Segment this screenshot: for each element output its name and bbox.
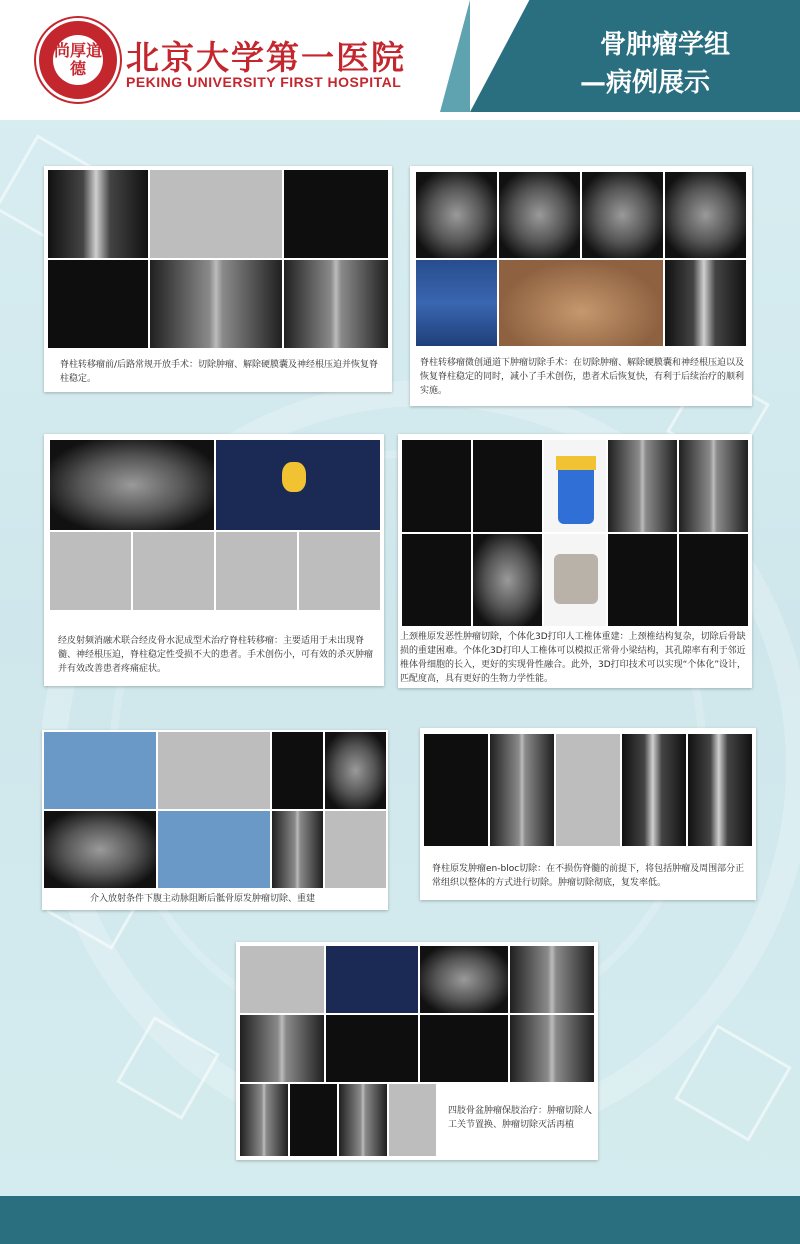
ct-image [679, 534, 748, 626]
case-2-caption: 脊柱转移瘤微创通道下肿瘤切除手术：在切除肿瘤、解除硬膜囊和神经根压迫以及恢复脊柱稳定的同时，减小了手术创伤，患者术后恢复快，有利于后续治疗的顺利实施。 [420, 358, 745, 396]
postop-xray-image [665, 260, 746, 346]
postop-xray-image [325, 811, 386, 888]
ct-image [50, 440, 214, 530]
angiography-image [44, 732, 156, 809]
postop-xray-image [272, 811, 323, 888]
pet-ct-image [216, 440, 380, 530]
xray-image [510, 946, 594, 1013]
fluoroscopy-image [216, 532, 297, 610]
incision-photo [499, 260, 663, 346]
case-panel-6 [420, 728, 756, 900]
fluoroscopy-image [499, 172, 580, 258]
implant-photo [554, 554, 598, 604]
ct-image [556, 734, 620, 846]
ct-image [44, 811, 156, 888]
xray-image [240, 1084, 288, 1156]
hospital-logo [36, 18, 120, 102]
mri-image [326, 1015, 418, 1082]
mri-image [402, 534, 471, 626]
xray-image [240, 1015, 324, 1082]
mri-image [420, 1015, 508, 1082]
postop-xray-image [510, 1015, 594, 1082]
fluoroscopy-image [416, 172, 497, 258]
postop-xray-image [622, 734, 686, 846]
fluoroscopy-image [133, 532, 214, 610]
fluoroscopy-image [299, 532, 380, 610]
xray-image [48, 170, 148, 258]
mri-image [473, 534, 542, 626]
postop-xray-image [339, 1084, 387, 1156]
case-4-caption: 上颈椎原发恶性肿瘤切除，个体化3D打印人工椎体重建：上颈椎结构复杂，切除后骨缺损的重建困难。个体化3D打印人工椎体可以模拟正常骨小梁结构，其孔隙率有利于邻近椎体骨细胞的长入，更好的实现骨性融合。此外，3D打印技术可以实现“个体化”设计，匹配度高，具有更好的生物力学性能。 [400, 632, 746, 684]
case-4-images [402, 440, 748, 626]
surgery-photo [416, 260, 497, 346]
footer-band [0, 1196, 800, 1244]
hospital-name-cn: 北京大学第一医院 [126, 38, 406, 77]
case-panel-4 [398, 434, 752, 688]
case-5-images [44, 732, 386, 888]
page-title: 骨肿瘤学组 [600, 30, 731, 60]
case-panel-5 [42, 730, 388, 910]
case-7-caption: 四肢骨盆肿瘤保肢治疗：肿瘤切除人工关节置换、肿瘤切除灭活再植 [448, 1106, 593, 1130]
xray-image [240, 946, 324, 1013]
case-6-caption: 脊柱原发肿瘤en-bloc切除：在不损伤脊髓的前提下，将包括肿瘤及周围部分正常组织以整体的方式进行切除。肿瘤切除彻底，复发率低。 [432, 864, 745, 888]
postop-xray-image [389, 1084, 437, 1156]
postop-xray-image [688, 734, 752, 846]
ct-image [402, 440, 471, 532]
angiography-image [158, 732, 270, 809]
case-1-caption: 脊柱转移瘤前/后路常规开放手术：切除肿瘤、解除硬膜囊及神经根压迫并恢复脊柱稳定。 [60, 360, 379, 384]
fluoroscopy-image [665, 172, 746, 258]
3d-printed-implant-photo [544, 534, 606, 626]
postop-xray-image [608, 440, 677, 532]
xray-image [490, 734, 554, 846]
case-3-caption: 经皮射频消融术联合经皮骨水泥成型术治疗脊柱转移瘤：主要适用于未出现脊髓、神经根压迫，脊柱稳定性受损不大的患者。手术创伤小，可有效的杀灭肿瘤并有效改善患者疼痛症状。 [58, 636, 374, 674]
tumor-highlight [282, 462, 306, 492]
case-1-images [48, 170, 388, 348]
implant-model [556, 456, 596, 470]
fluoroscopy-image [582, 172, 663, 258]
mri-image [325, 732, 386, 809]
mri-image [48, 260, 148, 348]
surgery-photo [150, 170, 282, 258]
mri-image [272, 732, 323, 809]
spine-model [558, 462, 594, 524]
case-6-images [424, 734, 752, 846]
page-subtitle: —病例展示 [580, 68, 711, 98]
case-panel-1 [44, 166, 392, 392]
case-panel-7 [236, 942, 598, 1160]
3d-reconstruction-image [544, 440, 606, 532]
ct-image [608, 534, 677, 626]
case-5-caption: 介入放射条件下腹主动脉阻断后骶骨原发肿瘤切除、重建 [90, 894, 316, 904]
case-panel-3 [44, 434, 384, 686]
ct-image [420, 946, 508, 1013]
mri-image [424, 734, 488, 846]
postop-xray-image [284, 260, 388, 348]
3d-ct-image [158, 811, 270, 888]
hospital-name-en: PEKING UNIVERSITY FIRST HOSPITAL [126, 74, 402, 90]
case-2-images [416, 172, 746, 346]
mri-image [290, 1084, 338, 1156]
mri-image [284, 170, 388, 258]
case-3-images [50, 440, 380, 610]
postop-xray-image [150, 260, 282, 348]
pet-ct-image [326, 946, 418, 1013]
case-panel-2 [410, 166, 752, 406]
case-7-images-top [240, 946, 594, 1082]
ct-image [473, 440, 542, 532]
logo-text: 尚厚道德 [53, 35, 103, 85]
postop-xray-image [679, 440, 748, 532]
fluoroscopy-image [50, 532, 131, 610]
case-7-images-bottom [240, 1084, 436, 1156]
